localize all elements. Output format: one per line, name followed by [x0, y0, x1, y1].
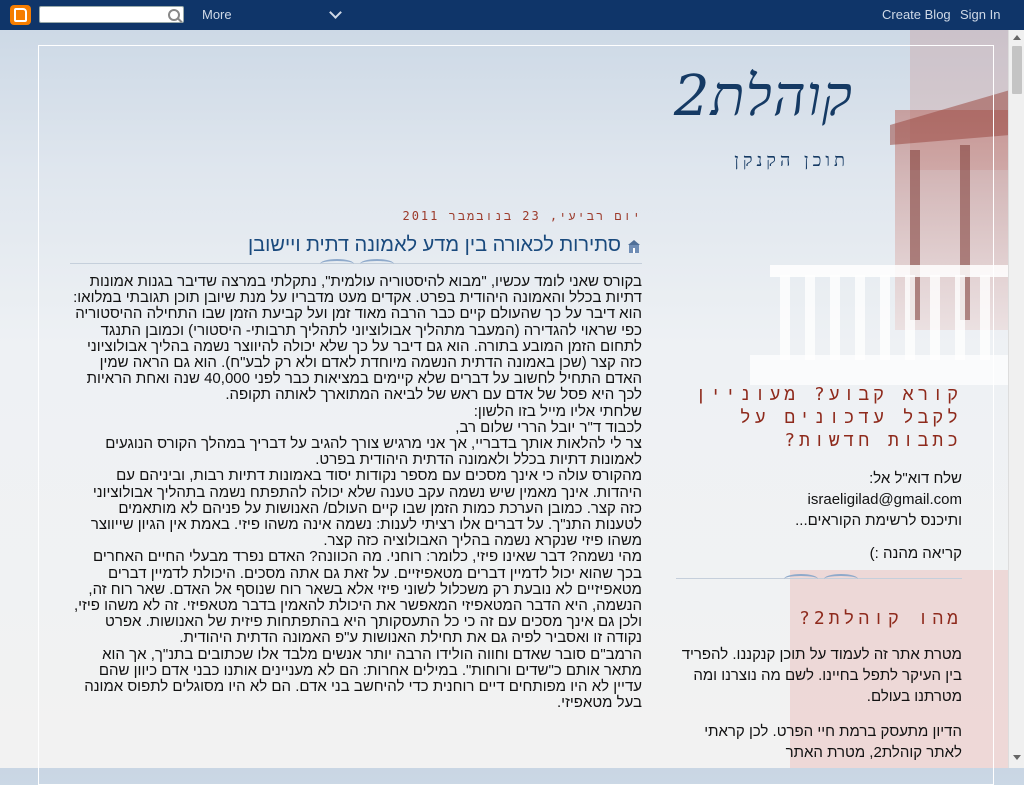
subscribe-widget-title: קורא קבוע? מעוניין לקבל עדכונים על כתבות חדשות? — [695, 384, 962, 451]
scroll-down-arrow-icon[interactable] — [1013, 755, 1021, 760]
scrollbar-thumb[interactable] — [1012, 46, 1022, 94]
search-input[interactable] — [39, 6, 184, 23]
post-paragraph: צר לי להלאות אותך בדבריי, אך אני מרגיש צורך להגיב על דבריך במהלך הקורס הנוגעים לאמונות דתיות בכלל ולאמונה הדתית היהודית בפרט. — [105, 435, 642, 469]
post-paragraph: שלחתי אליו מייל בזו הלשון: — [473, 402, 642, 420]
subscribe-text: קריאה מהנה :) — [869, 545, 962, 562]
post-divider — [70, 263, 642, 274]
post-body — [70, 274, 642, 711]
ornament-icon — [784, 574, 818, 584]
post-icon — [626, 238, 642, 254]
post-paragraph: מהי נשמה? דבר שאינו פיזי, כלומר: רוחני. מה הכוונה? האדם נפרד מבעלי החיים האחרים בכך שהוא יכול לדמיין דברים מטאפיזיים. על זאת גם אתה מסכים. היכולת לדמיין דברים מטאפיזיים לא נובעת רק משכלול לשוני פיזי אלא בשאר רוח שנוסף אל האדם. שאר רוח זה, הנשמה, היא הדבר המטאפיזי המאפשר את היכולת להאמין בדבר מטאפיזי. זה לא משהו פיזי, ולכן גם אינך מסכים עם זה כי כל התעסקותך היא בהתפתחות פיזית של האנושות. אפרט נקודה זו ואסביר לפיה גם את תחילת האנושות ע"פ האמונה הדתית היהודית. — [73, 548, 642, 647]
about-text: מטרת אתר זה לעמוד על תוכן קנקננו. להפריד בין העיקר לתפל בחיינו. לשם מה נוצרנו ומה מטרתנו בעולם. — [681, 646, 962, 705]
subscribe-text: ותיכנס לרשימת הקוראים... — [795, 512, 962, 529]
main-column — [70, 205, 642, 711]
subscribe-email: israeligilad@gmail.com — [807, 491, 962, 508]
post-paragraph: הרמב"ם סובר שאדם וחווה הולידו הרבה יותר אנשים מלבד אלו שכתובים בתנ"ך, אך הוא מתאר אותם כ"שדים ורוחות". במילים אחרות: הם לא מעניינים אותנו כבני אדם כיוון שהם עדיין לא היו מפותחים דיים רוחנית כדי להיחשב בני אדם. הם לא היו מסוגלים לתפוס אמונה בעל מטאפיזי. — [84, 645, 642, 712]
post-title-link[interactable]: סתירות לכאורה בין מדע לאמונה דתית ויישובן — [247, 234, 621, 256]
subscribe-text: שלח דוא"ל אל: — [869, 470, 962, 487]
ornament-icon — [360, 259, 394, 269]
blog-title[interactable]: קוהלת2 — [673, 64, 853, 129]
blogger-navbar — [0, 0, 1024, 30]
more-button[interactable]: More — [202, 7, 232, 22]
post-paragraph: מהקורס עולה כי אינך מסכים עם מספר נקודות יסוד באמונות דתיות רבות, וביניהם עם היהדות. אינך מאמין שיש נשמה עקב טענה שלא יכולה להתפתח נשמה בתהליך אבולוציוני כזה קצר. כמובן הערכת כמות הזמן שבו קיים העולם/ האנושות על פניהם לא מותאמים לטענות התנ"ך. על דברים אלו רציתי לענות: נשמה אינה משהו פיזי. באמת אין הגיון שייווצר משהו פיזי שנקרא נשמה בהליך האבולוציה כזה קצר. — [90, 467, 642, 550]
blogger-icon[interactable] — [10, 5, 31, 25]
ornament-icon — [824, 574, 858, 584]
post-paragraph: לכבוד ד"ר יובל הררי שלום רב, — [455, 418, 642, 436]
about-text: הדיון מתעסק ברמת חיי הפרט. לכן קראתי לאתר קוהלת2, מטרת האתר — [704, 723, 962, 761]
vertical-scrollbar[interactable] — [1008, 30, 1024, 768]
about-widget-title: מהו קוהלת2? — [799, 608, 962, 629]
search-icon[interactable] — [168, 9, 180, 21]
sign-in-link[interactable]: Sign In — [960, 7, 1001, 22]
scroll-up-arrow-icon[interactable] — [1013, 35, 1021, 40]
sidebar-divider — [676, 578, 962, 589]
ornament-icon — [320, 259, 354, 269]
sidebar — [676, 383, 962, 763]
chevron-down-icon[interactable] — [329, 6, 342, 19]
blog-description: תוכן הקנקן — [734, 150, 849, 171]
post-header — [70, 234, 642, 257]
post-paragraph: בקורס שאני לומד עכשיו, "מבוא להיסטוריה עולמית", נתקלתי במרצה שדיבר בגנות אמונות דתיות בכלל והאמונה היהודית בפרט. אקדים מעט מדבריו על מנת שיובן תוכן תגובתי במלואו: הוא דיבר על כך שהעולם קיים כבר הרבה מאוד זמן ועל קביעת הזמן שבו התחילה ההיסטוריה כפי שראוי להגדירה (המעבר מתהליך אבולוציוני לתהליך תרבותי- היסטורי) וכמובן התנגד לתחום הזמן המובע בתורה. הוא גם דיבר על כך שלא יכולה להיווצר נשמה בהליך אבולוציוני כזה קצר (שכן באמונה הדתית הנשמה מיוחדת לאדם ולא רק לבע"ח). הוא גם הראה שמין האדם התחיל לחשוב על דברים שלא קיימים במציאות כבר לפני 40,000 שנה ואחת הראיות לכך היא פסל של אדם עם ראש של לביאה המתוארך לאותה תקופה. — [73, 273, 642, 404]
create-blog-link[interactable]: Create Blog — [882, 7, 951, 22]
post-date: יום רביעי, 23 בנובמבר 2011 — [402, 209, 642, 223]
